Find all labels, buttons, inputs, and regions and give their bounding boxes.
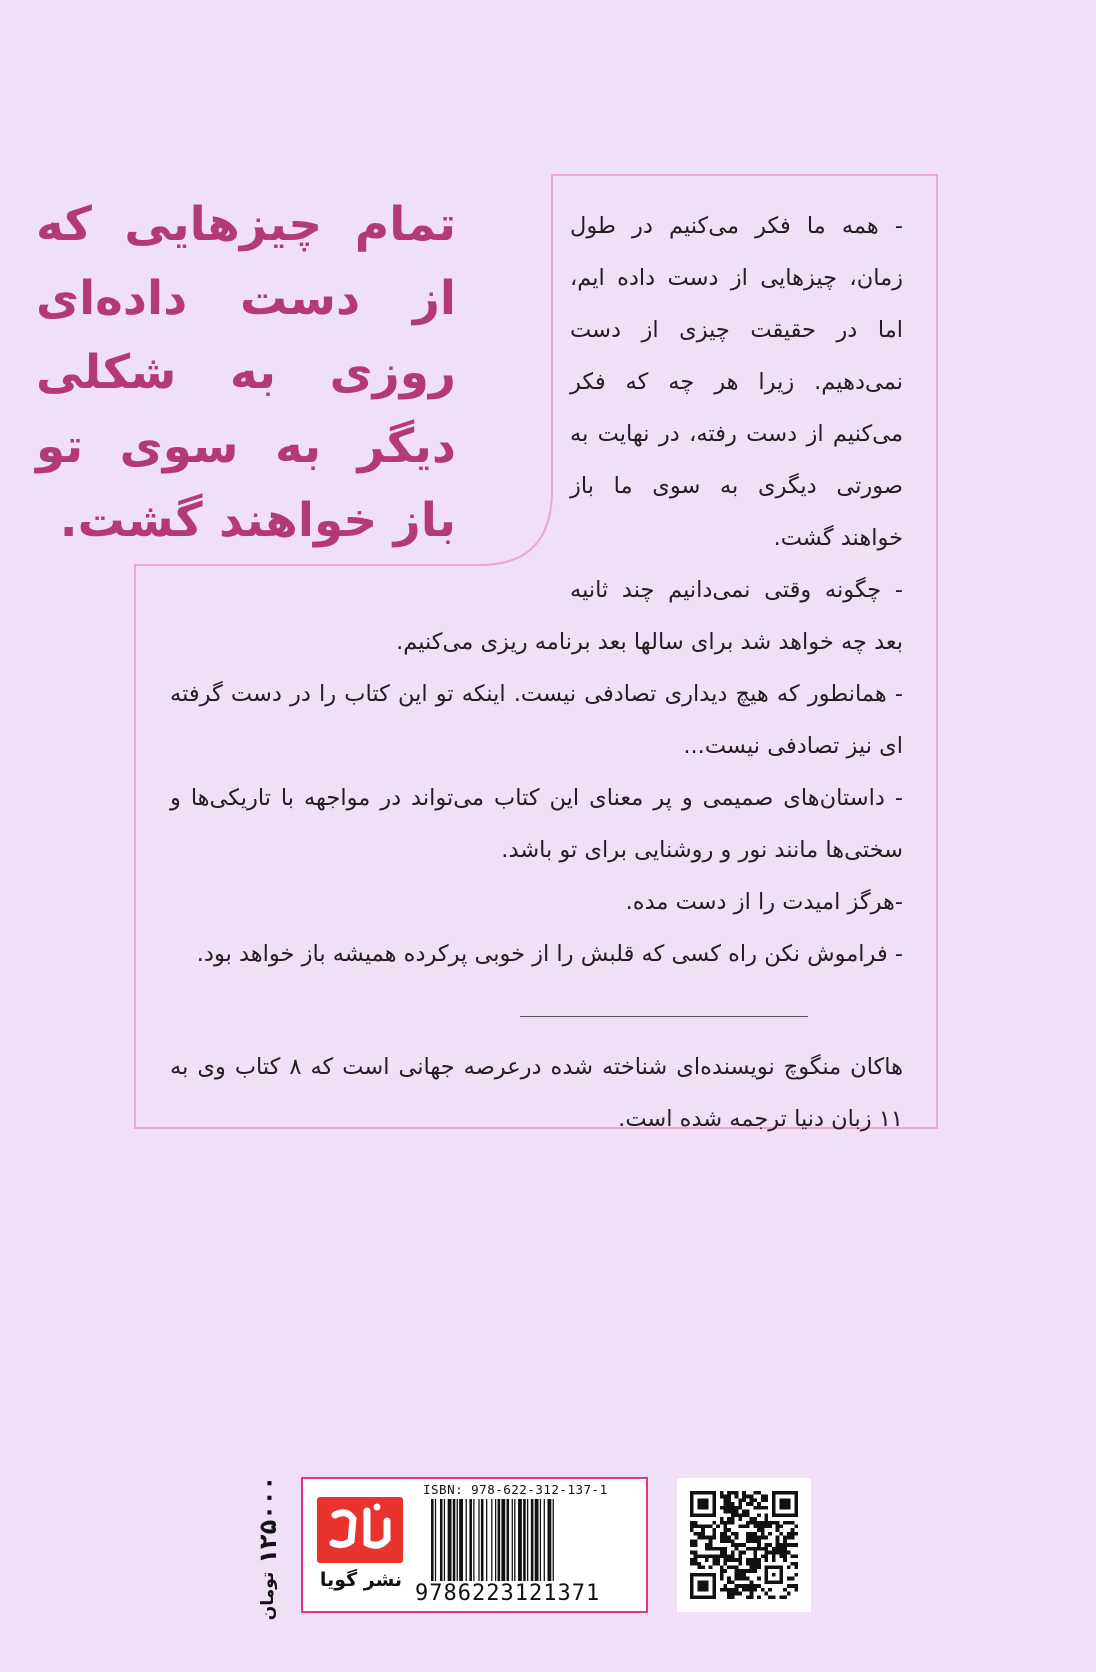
publisher-logo-icon: [317, 1497, 403, 1563]
price-value: ۱۲۵۰۰۰: [254, 1475, 282, 1564]
blurb-paragraph: - فراموش نکن راه کسی که قلبش را از خوبی پرکرده همیشه باز خواهد بود.: [196, 941, 903, 967]
blurb-paragraph: -هرگز امیدت را از دست مده.: [625, 889, 903, 915]
price-unit: تومان: [258, 1571, 278, 1621]
divider-line: [520, 1016, 808, 1017]
blurb-paragraph: - داستان‌های صمیمی و پر معنای این کتاب می‌تواند در مواجهه با تاریکی‌ها و سختی‌ها مانند نور و روشنایی برای تو باشد.: [170, 785, 903, 863]
barcode-icon: [431, 1499, 641, 1581]
about-author: هاکان منگوچ نویسنده‌ای شناخته شده درعرصه جهانی است که ۸ کتاب وی به ۱۱ زبان دنیا ترجمه شده است.: [170, 1054, 903, 1132]
price-tag: [246, 1475, 290, 1621]
qr-code-icon: [677, 1478, 811, 1612]
blurb-text: [170, 200, 903, 1132]
publisher-name: نشر گویا: [319, 1569, 403, 1591]
blurb-paragraph: - همه ما فکر می‌کنیم در طول زمان، چیزهایی از دست داده ایم، اما در حقیقت چیزی از دست نمی‌دهیم. زیرا هر چه که فکر می‌کنیم از دست رفته، در نهایت به صورتی دیگری به سوی ما باز خواهند گشت.: [570, 213, 903, 551]
headline-quote: تمام چیزهایی که از دست داده‌ای روزی به شکلی دیگر به سوی تو باز خواهند گشت.: [36, 197, 456, 548]
isbn-barcode-panel: [301, 1477, 648, 1613]
headline-gap: [170, 200, 570, 585]
blurb-paragraph: - چگونه وقتی نمی‌دانیم چند ثانیه بعد چه خواهد شد برای سالها بعد برنامه ریزی می‌کنیم.: [396, 577, 903, 655]
isbn-label: ISBN: 978-622-312-137-1: [423, 1482, 608, 1497]
barcode-number: 9786223121371: [415, 1581, 601, 1606]
blurb-paragraph: - همانطور که هیچ دیداری تصادفی نیست. اینکه تو این کتاب را در دست گرفته ای نیز تصادفی نیست...: [170, 681, 903, 759]
